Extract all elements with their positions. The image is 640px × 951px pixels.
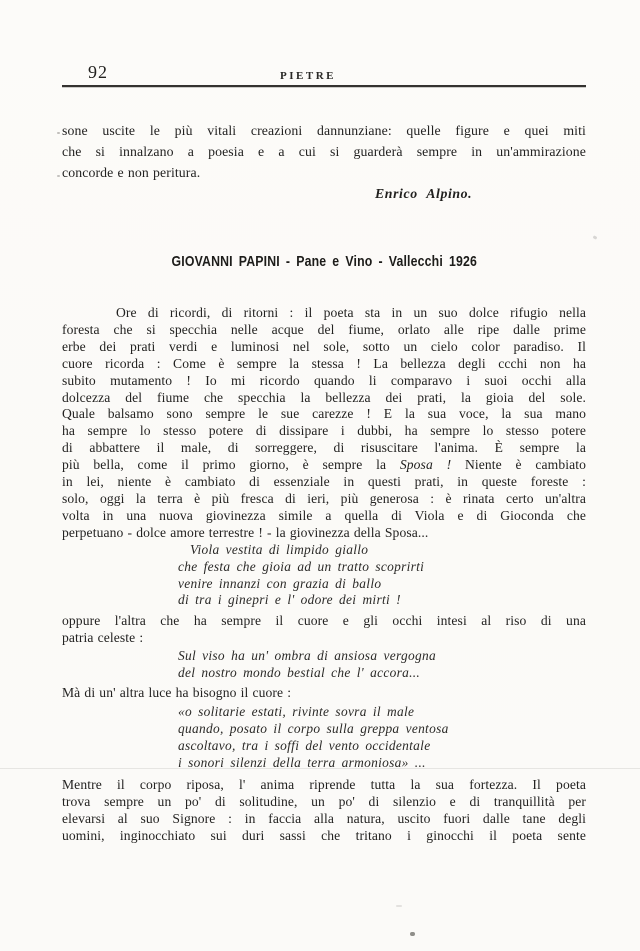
article-heading-row xyxy=(62,253,586,271)
paragraph-main xyxy=(62,305,586,542)
verse-line: ascoltavo, tra i soffi del vento occidentale xyxy=(178,737,431,753)
text-line: solo, oggi la terra è più fresca di ieri, più generosa : è rinata certo un'altra xyxy=(62,490,586,506)
scan-artifact-line xyxy=(0,768,640,769)
verse-solitarie xyxy=(178,704,586,772)
text-line: patria celeste : xyxy=(62,630,144,646)
text-line: in lei, niente è cambiato di essenziale in questi prati, in queste foreste : xyxy=(62,474,586,490)
text-line: trova sempre un po' di solitudine, un po' di silenzio e di tranquillità per xyxy=(62,793,586,809)
text-line: subito mutamento ! Io mi ricordo quando li comparavo i suoi occhi alla xyxy=(62,372,586,388)
text-line: uomini, inginocchiato sui duri sassi che tritano i ginocchi il poeta sente xyxy=(62,828,586,844)
italic-word-sposa: Sposa ! xyxy=(399,457,452,473)
verse-line: venire innanzi con grazia di ballo xyxy=(178,575,382,591)
verse-line: Viola vestita di limpido giallo xyxy=(190,541,369,557)
text-line: Quale balsamo sono sempre le sue carezze ! E la sua voce, la sua mano xyxy=(62,406,586,422)
text-line: concorde e non peritura. xyxy=(62,165,201,180)
text-segment: più bella, come il primo giorno, è sempre la xyxy=(62,457,400,473)
text-line xyxy=(62,457,586,474)
intro-paragraph xyxy=(62,120,586,183)
paragraph-final xyxy=(62,776,586,845)
verse-line: di tra i ginepri e l' odore dei mirti ! xyxy=(178,592,401,608)
text-line: cuore ricorda : Come è sempre la stessa ! La bellezza degli ccchi non ha xyxy=(62,355,586,371)
scan-speck xyxy=(57,132,60,134)
verse-line: che festa che gioia ad un tratto scoprirti xyxy=(178,558,425,574)
verse-line: i sonori silenzi della terra armoniosa» ... xyxy=(178,754,426,770)
verse-sul-viso xyxy=(178,648,586,682)
scan-speck xyxy=(396,905,402,907)
page-content xyxy=(62,0,586,844)
verse-viola xyxy=(178,542,586,610)
paragraph-oppure xyxy=(62,612,586,646)
scan-speck xyxy=(410,932,415,936)
text-line: Mà di un' altra luce ha bisogno il cuore : xyxy=(62,685,292,701)
text-line: elevarsi al suo Signore : in faccia alla natura, uscito fuori dalle tane degli xyxy=(62,811,586,827)
paragraph-ma xyxy=(62,685,586,702)
verse-line: «o solitarie estati, rivinte sovra il male xyxy=(178,704,415,720)
text-line: di abbattere il male, di sorreggere, di risuscitare l'anima. È sempre la xyxy=(62,440,586,456)
text-line: volta in una nuova giovinezza simile a quella di Viola e di Gioconda che xyxy=(62,507,586,523)
verse-line: Sul viso ha un' ombra di ansiosa vergogna xyxy=(178,648,436,664)
text-line: che si innalzano a poesia e a cui si guarderà sempre in un'ammirazione xyxy=(62,144,586,159)
text-segment: Niente è cambiato xyxy=(451,457,586,473)
text-line: erbe dei prati verdi e luminosi nel sole, sotto un cielo color paradiso. Il xyxy=(62,338,586,354)
article-heading: GIOVANNI PAPINI - Pane e Vino - Vallecchi 1926 xyxy=(171,253,477,270)
text-line: ha sempre lo stesso potere di dissipare i dubbi, ha sempre lo stesso potere xyxy=(62,423,586,439)
text-line: dolcezza del fiume che specchia la bellezza dei prati, la gioia del sole. xyxy=(62,389,586,405)
signature: Enrico Alpino. xyxy=(375,186,473,201)
running-title: PIETRE xyxy=(280,70,336,82)
text-line: foresta che si specchia nelle acque del fiume, orlato alle ripe dalle prime xyxy=(62,321,586,337)
text-line: sone uscite le più vitali creazioni dannunziane: quelle figure e quei miti xyxy=(62,123,586,138)
text-line: oppure l'altra che ha sempre il cuore e gli occhi intesi al riso di una xyxy=(62,613,586,629)
text-line: Mentre il corpo riposa, l' anima riprende tutta la sua fortezza. Il poeta xyxy=(62,776,586,792)
text-line: Ore di ricordi, di ritorni : il poeta sta in un suo dolce rifugio nella xyxy=(116,305,586,320)
verse-line: quando, posato il corpo sulla greppa ventosa xyxy=(178,720,449,736)
verse-line: del nostro mondo bestial che l' accora... xyxy=(178,665,421,681)
text-line: perpetuano - dolce amore terrestre ! - la giovinezza della Sposa... xyxy=(62,524,429,540)
page-number: 92 xyxy=(88,62,108,82)
scan-speck xyxy=(57,175,60,177)
scan-speck xyxy=(593,235,598,240)
